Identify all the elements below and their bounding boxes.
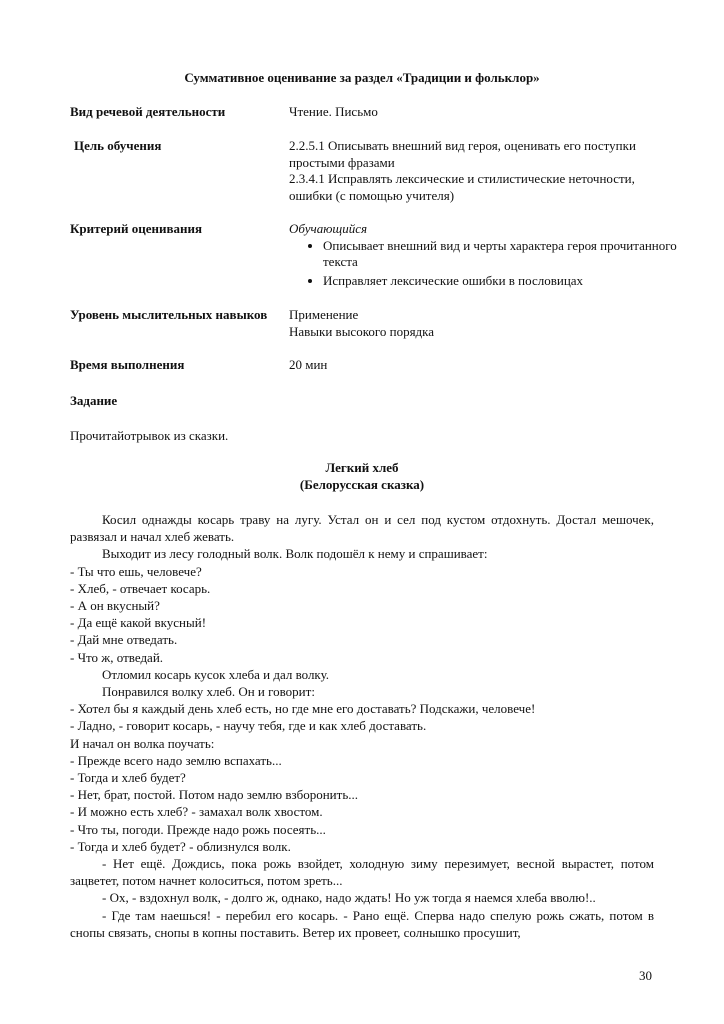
goal-line-1: 2.2.5.1 Описывать внешний вид героя, оценивать его поступки простыми фразами bbox=[289, 138, 636, 170]
story-paragraph: Выходит из лесу голодный волк. Волк подошёл к нему и спрашивает: bbox=[102, 546, 488, 562]
story-line: - Да ещё какой вкусный! bbox=[70, 615, 207, 631]
level-label: Уровень мыслительных навыков bbox=[70, 307, 268, 322]
story-title-main: Легкий хлеб bbox=[325, 460, 399, 475]
criteria-item-2: • Исправляет лексические ошибки в пословицах bbox=[323, 273, 679, 290]
goal-line-2: 2.3.4.1 Исправлять лексические и стилистические неточности, ошибки (с помощью учителя) bbox=[289, 171, 635, 203]
level-line-1: Применение bbox=[289, 307, 359, 322]
story-line: - Что ты, погоди. Прежде надо рожь посеять... bbox=[70, 821, 326, 837]
criteria-item-1: • Описывает внешний вид и черты характера героя прочитанного текста bbox=[323, 238, 679, 271]
story-paragraph: Косил однажды косарь траву на лугу. Устал он и сел под кустом отдохнуть. Достал мешочек, развязал и начал хлеб жевать. bbox=[70, 512, 654, 545]
criteria-value bbox=[289, 221, 679, 291]
story-line: - Нет, брат, постой. Потом надо землю взборонить... bbox=[70, 787, 358, 803]
time-label: Время выполнения bbox=[70, 357, 185, 372]
story-line: - Хотел бы я каждый день хлеб есть, но где мне его доставать? Подскажи, человече! bbox=[70, 701, 536, 717]
story-line: - А он вкусный? bbox=[70, 598, 160, 614]
task-instruction: Прочитайотрывок из сказки. bbox=[70, 428, 229, 443]
story-line: - Хлеб, - отвечает косарь. bbox=[70, 580, 211, 596]
story-title bbox=[0, 459, 724, 493]
story-paragraph: Отломил косарь кусок хлеба и дал волку. bbox=[102, 666, 330, 682]
story-paragraph: - Нет ещё. Дождись, пока рожь взойдет, холодную зиму перезимует, весной вырастет, потом зацветет, потом начнет колоситься, потом зреть... bbox=[70, 856, 654, 889]
story-subtitle: (Белорусская сказка) bbox=[299, 477, 425, 492]
criteria-label: Критерий оценивания bbox=[70, 221, 203, 236]
goal-label: Цель обучения bbox=[74, 138, 162, 153]
story-paragraph: - Ох, - вздохнул волк, - долго ж, однако, надо ждать! Но уж тогда я наемся хлеба вволю!.. bbox=[102, 890, 596, 906]
story-line: И начал он волка поучать: bbox=[70, 735, 215, 751]
story-line: - И можно есть хлеб? - замахал волк хвостом. bbox=[70, 804, 323, 820]
criteria-intro: Обучающийся bbox=[289, 221, 368, 236]
activity-value: Чтение. Письмо bbox=[289, 104, 378, 119]
story-line: - Ты что ешь, человече? bbox=[70, 563, 202, 579]
story-line: - Что ж, отведай. bbox=[70, 649, 164, 665]
story-line: - Тогда и хлеб будет? - облизнулся волк. bbox=[70, 838, 291, 854]
level-value bbox=[289, 307, 679, 340]
story-line: - Тогда и хлеб будет? bbox=[70, 770, 186, 786]
story-line: - Ладно, - говорит косарь, - научу тебя, где и как хлеб доставать. bbox=[70, 718, 427, 734]
story-text bbox=[70, 511, 654, 941]
story-line: - Прежде всего надо землю вспахать... bbox=[70, 752, 282, 768]
document-title: Суммативное оценивание за раздел «Традиции и фольклор» bbox=[184, 70, 540, 85]
level-line-2: Навыки высокого порядка bbox=[289, 323, 435, 339]
activity-label: Вид речевой деятельности bbox=[70, 104, 226, 119]
story-paragraph: - Где там наешься! - перебил его косарь. - Рано ещё. Сперва надо спелую рожь сжать, потом в снопы связать, снопы в копны поставить. Ветер их провеет, солнышко просушит, bbox=[70, 907, 654, 940]
goal-value bbox=[289, 138, 679, 204]
time-value: 20 мин bbox=[289, 357, 328, 372]
page-number: 30 bbox=[639, 968, 652, 983]
task-heading: Задание bbox=[70, 393, 118, 408]
story-paragraph: Понравился волку хлеб. Он и говорит: bbox=[102, 684, 315, 700]
criteria-list bbox=[289, 238, 679, 290]
story-line: - Дай мне отведать. bbox=[70, 632, 178, 648]
